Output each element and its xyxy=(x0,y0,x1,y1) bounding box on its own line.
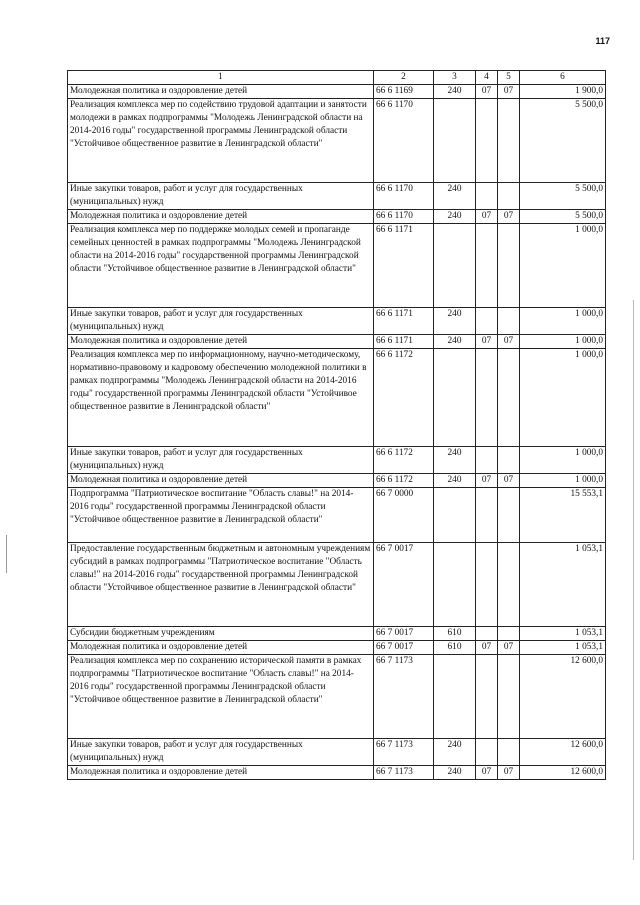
cell-amount: 1 053,1 xyxy=(520,641,606,655)
cell-section xyxy=(476,99,498,183)
page-number: 117 xyxy=(595,36,610,46)
cell-target-code: 66 6 1171 xyxy=(374,335,434,349)
budget-table xyxy=(67,70,606,780)
cell-name: Молодежная политика и оздоровление детей xyxy=(68,641,374,655)
cell-amount: 12 600,0 xyxy=(520,739,606,766)
cell-subsection: 07 xyxy=(498,210,520,224)
cell-target-code: 66 6 1170 xyxy=(374,183,434,210)
cell-expense-type xyxy=(434,349,476,447)
cell-expense-type: 240 xyxy=(434,447,476,474)
cell-expense-type: 240 xyxy=(434,210,476,224)
cell-name: Иные закупки товаров, работ и услуг для государственных (муниципальных) нужд xyxy=(68,447,374,474)
cell-expense-type: 240 xyxy=(434,739,476,766)
cell-target-code: 66 7 1173 xyxy=(374,766,434,780)
cell-subsection: 07 xyxy=(498,85,520,99)
cell-section xyxy=(476,655,498,739)
table-row xyxy=(68,335,606,349)
header-col-2: 2 xyxy=(374,71,434,85)
cell-target-code: 66 6 1171 xyxy=(374,224,434,308)
cell-expense-type: 610 xyxy=(434,627,476,641)
header-col-6: 6 xyxy=(520,71,606,85)
cell-section xyxy=(476,739,498,766)
cell-subsection xyxy=(498,488,520,543)
cell-name: Реализация комплекса мер по поддержке молодых семей и пропаганде семейных ценностей в рамках подпрограммы "Молодежь Ленинградской области на 2014-2016 годы" государственной программы Ленинградской области "Устойчивое общественное развитие в Ленинградской области" xyxy=(68,224,374,308)
cell-section xyxy=(476,627,498,641)
cell-name: Субсидии бюджетным учреждениям xyxy=(68,627,374,641)
table-row xyxy=(68,349,606,447)
cell-amount: 12 600,0 xyxy=(520,655,606,739)
cell-section: 07 xyxy=(476,641,498,655)
cell-subsection xyxy=(498,543,520,627)
cell-subsection xyxy=(498,627,520,641)
cell-section xyxy=(476,488,498,543)
cell-name: Предоставление государственным бюджетным и автономным учреждениям субсидий в рамках подпрограммы "Патриотическое воспитание "Область славы!" на 2014-2016 годы" государственной программы Ленинградской области "Устойчивое общественное развитие в Ленинградской области" xyxy=(68,543,374,627)
table-row xyxy=(68,766,606,780)
cell-target-code: 66 7 0000 xyxy=(374,488,434,543)
table-row xyxy=(68,627,606,641)
cell-expense-type xyxy=(434,488,476,543)
cell-subsection xyxy=(498,739,520,766)
cell-amount: 5 500,0 xyxy=(520,210,606,224)
cell-name: Подпрограмма "Патриотическое воспитание "Область славы!" на 2014-2016 годы" государственной программы Ленинградской области "Устойчивое общественное развитие в Ленинградской области" xyxy=(68,488,374,543)
cell-name: Молодежная политика и оздоровление детей xyxy=(68,210,374,224)
cell-amount: 1 053,1 xyxy=(520,543,606,627)
cell-target-code: 66 6 1172 xyxy=(374,349,434,447)
cell-amount: 1 000,0 xyxy=(520,474,606,488)
cell-subsection xyxy=(498,447,520,474)
cell-section xyxy=(476,543,498,627)
table-row xyxy=(68,447,606,474)
cell-name: Реализация комплекса мер по содействию трудовой адаптации и занятости молодежи в рамках подпрограммы "Молодежь Ленинградской области на 2014-2016 годы" государственной программы Ленинградской области "Устойчивое общественное развитие в Ленинградской области" xyxy=(68,99,374,183)
cell-expense-type: 240 xyxy=(434,335,476,349)
cell-target-code: 66 7 0017 xyxy=(374,543,434,627)
cell-amount: 15 553,1 xyxy=(520,488,606,543)
table-row xyxy=(68,474,606,488)
cell-name: Реализация комплекса мер по сохранению исторической памяти в рамках подпрограммы "Патриотическое воспитание "Область славы!" на 2014-2016 годы" государственной программы Ленинградской области "Устойчивое общественное развитие в Ленинградской области" xyxy=(68,655,374,739)
table-row xyxy=(68,183,606,210)
cell-section xyxy=(476,224,498,308)
cell-subsection: 07 xyxy=(498,766,520,780)
cell-subsection xyxy=(498,349,520,447)
cell-section: 07 xyxy=(476,766,498,780)
cell-expense-type: 240 xyxy=(434,85,476,99)
table-row xyxy=(68,641,606,655)
table-row xyxy=(68,655,606,739)
cell-target-code: 66 6 1169 xyxy=(374,85,434,99)
cell-subsection xyxy=(498,183,520,210)
cell-section xyxy=(476,349,498,447)
cell-amount: 1 000,0 xyxy=(520,335,606,349)
cell-name: Реализация комплекса мер по информационному, научно-методическому, нормативно-правовому и кадровому обеспечению молодежной политики в рамках подпрограммы "Молодежь Ленинградской области на 2014-2016 годы" государственной программы Ленинградской области "Устойчивое общественное развитие в Ленинградской области" xyxy=(68,349,374,447)
cell-name: Молодежная политика и оздоровление детей xyxy=(68,335,374,349)
cell-section xyxy=(476,447,498,474)
cell-name: Молодежная политика и оздоровление детей xyxy=(68,474,374,488)
header-col-3: 3 xyxy=(434,71,476,85)
cell-name: Иные закупки товаров, работ и услуг для государственных (муниципальных) нужд xyxy=(68,183,374,210)
table-row xyxy=(68,210,606,224)
cell-amount: 5 500,0 xyxy=(520,99,606,183)
cell-expense-type xyxy=(434,543,476,627)
cell-subsection: 07 xyxy=(498,335,520,349)
cell-expense-type: 240 xyxy=(434,474,476,488)
scan-margin-line xyxy=(633,300,634,860)
table-row xyxy=(68,739,606,766)
header-col-1: 1 xyxy=(68,71,374,85)
table-row xyxy=(68,99,606,183)
cell-target-code: 66 7 0017 xyxy=(374,641,434,655)
cell-section: 07 xyxy=(476,85,498,99)
cell-target-code: 66 7 1173 xyxy=(374,655,434,739)
cell-amount: 1 000,0 xyxy=(520,308,606,335)
cell-name: Молодежная политика и оздоровление детей xyxy=(68,85,374,99)
cell-target-code: 66 6 1171 xyxy=(374,308,434,335)
cell-amount: 5 500,0 xyxy=(520,183,606,210)
cell-section: 07 xyxy=(476,335,498,349)
cell-expense-type xyxy=(434,99,476,183)
cell-subsection xyxy=(498,99,520,183)
cell-name: Молодежная политика и оздоровление детей xyxy=(68,766,374,780)
cell-expense-type xyxy=(434,655,476,739)
cell-target-code: 66 7 1173 xyxy=(374,739,434,766)
cell-expense-type: 240 xyxy=(434,308,476,335)
cell-section xyxy=(476,308,498,335)
table-header-row xyxy=(68,71,606,85)
cell-amount: 1 000,0 xyxy=(520,447,606,474)
cell-target-code: 66 6 1172 xyxy=(374,447,434,474)
table-row xyxy=(68,308,606,335)
cell-name: Иные закупки товаров, работ и услуг для государственных (муниципальных) нужд xyxy=(68,739,374,766)
cell-amount: 1 053,1 xyxy=(520,627,606,641)
cell-target-code: 66 6 1170 xyxy=(374,99,434,183)
cell-expense-type: 240 xyxy=(434,766,476,780)
table-row xyxy=(68,488,606,543)
cell-amount: 1 000,0 xyxy=(520,224,606,308)
cell-section xyxy=(476,183,498,210)
cell-target-code: 66 6 1172 xyxy=(374,474,434,488)
cell-target-code: 66 7 0017 xyxy=(374,627,434,641)
cell-subsection: 07 xyxy=(498,474,520,488)
table-row xyxy=(68,543,606,627)
scan-margin-mark xyxy=(6,535,7,573)
cell-amount: 1 900,0 xyxy=(520,85,606,99)
table-row xyxy=(68,224,606,308)
cell-subsection xyxy=(498,224,520,308)
cell-subsection xyxy=(498,655,520,739)
header-col-5: 5 xyxy=(498,71,520,85)
cell-subsection: 07 xyxy=(498,641,520,655)
cell-expense-type: 240 xyxy=(434,183,476,210)
cell-target-code: 66 6 1170 xyxy=(374,210,434,224)
header-col-4: 4 xyxy=(476,71,498,85)
cell-name: Иные закупки товаров, работ и услуг для государственных (муниципальных) нужд xyxy=(68,308,374,335)
cell-expense-type: 610 xyxy=(434,641,476,655)
cell-section: 07 xyxy=(476,474,498,488)
table-row xyxy=(68,85,606,99)
cell-subsection xyxy=(498,308,520,335)
cell-expense-type xyxy=(434,224,476,308)
cell-section: 07 xyxy=(476,210,498,224)
cell-amount: 12 600,0 xyxy=(520,766,606,780)
cell-amount: 1 000,0 xyxy=(520,349,606,447)
